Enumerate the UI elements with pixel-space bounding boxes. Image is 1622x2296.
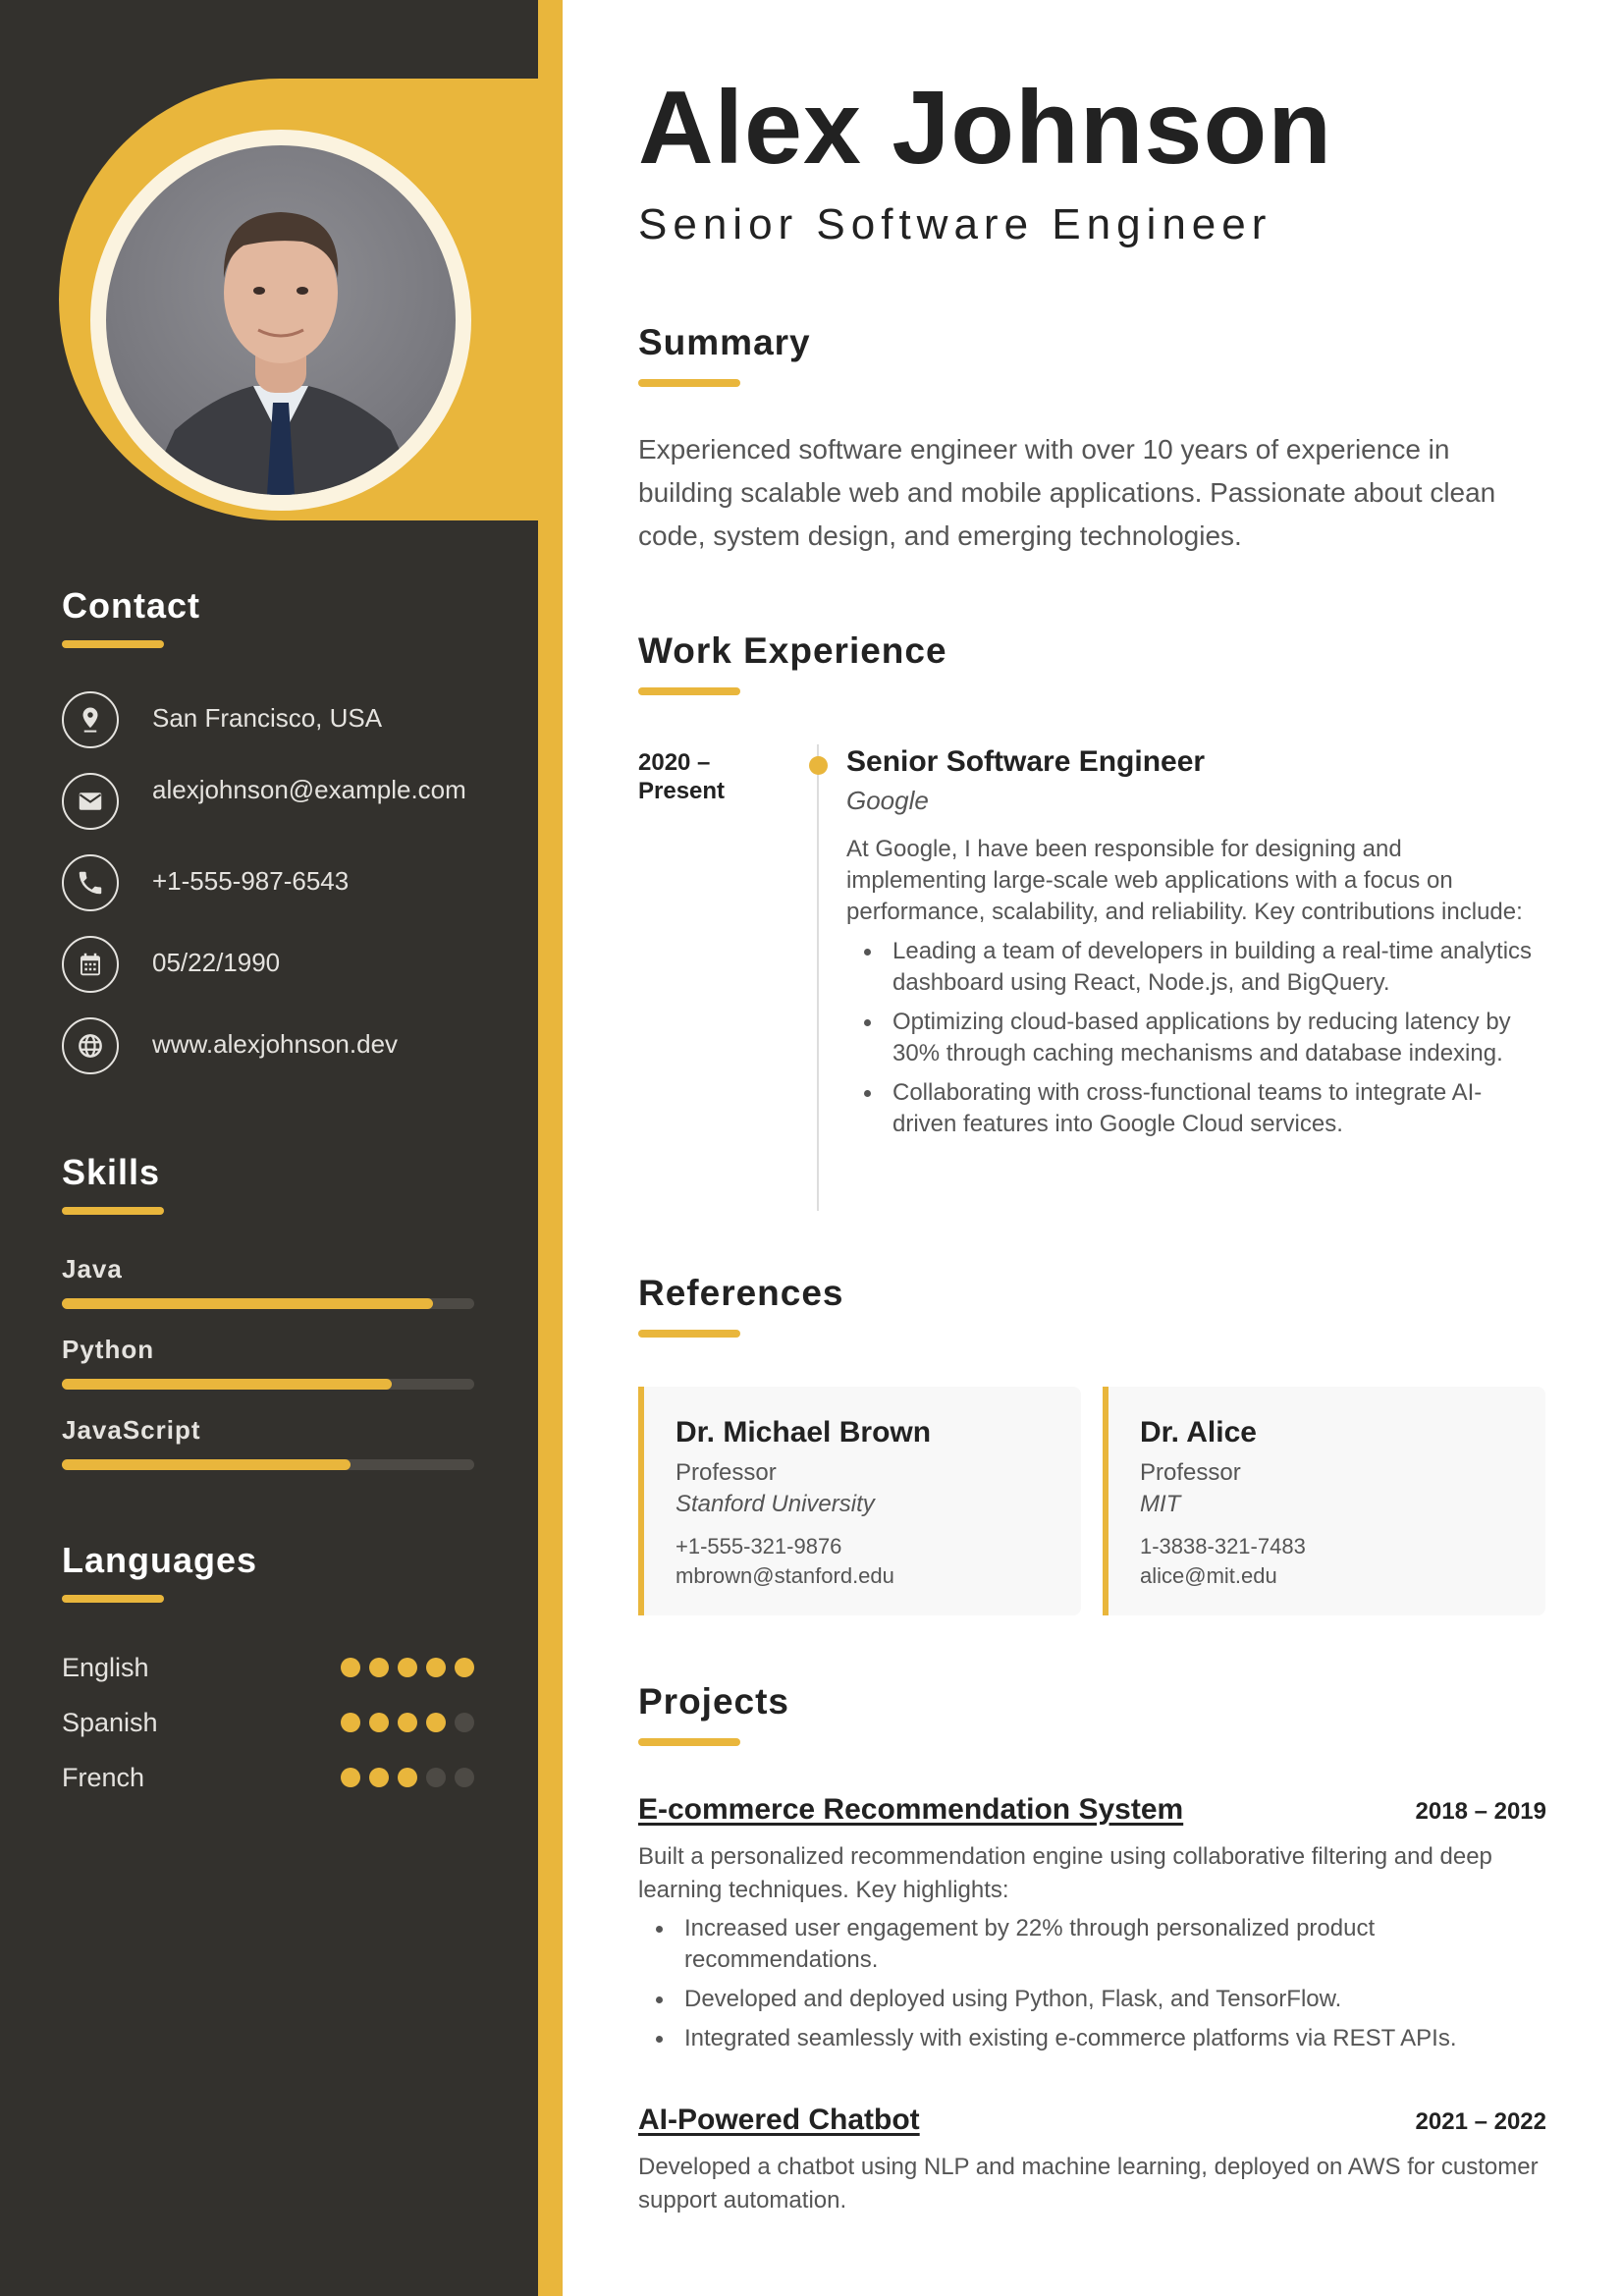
project-header xyxy=(638,2104,1546,2137)
reference-email[interactable]: mbrown@stanford.edu xyxy=(676,1563,894,1588)
language-item xyxy=(62,1640,474,1695)
reference-title: Professor xyxy=(1140,1459,1241,1486)
avatar xyxy=(106,145,456,495)
skill-bar-fill xyxy=(62,1459,351,1470)
heading-underline xyxy=(638,1330,740,1338)
skill-item xyxy=(62,1415,474,1470)
summary-section xyxy=(638,322,1546,558)
job-title: Senior Software Engineer xyxy=(846,745,1206,778)
contact-phone xyxy=(62,854,474,911)
phone-icon xyxy=(62,854,119,911)
language-item xyxy=(62,1695,474,1750)
project-bullet: Integrated seamlessly with existing e-commerce platforms via REST APIs. xyxy=(638,2023,1546,2054)
reference-card xyxy=(1103,1387,1545,1615)
contact-section xyxy=(62,585,474,1099)
languages-list xyxy=(62,1640,474,1805)
job-company: Google xyxy=(846,786,929,815)
contact-website-link[interactable]: www.alexjohnson.dev xyxy=(152,1029,399,1059)
reference-name: Dr. Michael Brown xyxy=(676,1416,932,1449)
project-entry xyxy=(638,2104,1546,2217)
skills-section xyxy=(62,1152,474,1496)
contact-email-link[interactable]: alexjohnson@example.com xyxy=(152,775,466,804)
calendar-icon xyxy=(62,936,119,993)
references-list xyxy=(638,1387,1546,1615)
contact-heading: Contact xyxy=(62,585,200,626)
skill-label: JavaScript xyxy=(62,1415,201,1445)
contact-website xyxy=(62,1017,474,1074)
job-dates xyxy=(638,744,805,1148)
language-level-dots xyxy=(341,1768,474,1787)
summary-heading: Summary xyxy=(638,322,811,362)
contact-phone-text: +1-555-987-6543 xyxy=(152,866,350,896)
timeline xyxy=(805,744,844,1148)
job-description: At Google, I have been responsible for designing and implementing large-scale web applications with a focus on performance, scalability, and reliability. Key contributions include: xyxy=(846,836,1523,925)
skill-item xyxy=(62,1254,474,1309)
contact-list xyxy=(62,691,474,1074)
project-description: Built a personalized recommendation engine using collaborative filtering and deep learning techniques. Key highlights: xyxy=(638,1843,1492,1903)
reference-phone: 1-3838-321-7483 xyxy=(1140,1534,1306,1558)
job-bullet: Optimizing cloud-based applications by reducing latency by 30% through caching mechanisms and database indexing. xyxy=(846,1007,1534,1069)
project-description: Developed a chatbot using NLP and machine learning, deployed on AWS for customer support automation. xyxy=(638,2154,1539,2214)
experience-heading: Work Experience xyxy=(638,630,947,671)
skill-bar-fill xyxy=(62,1298,433,1309)
contact-birthdate xyxy=(62,936,474,993)
project-bullets xyxy=(638,1913,1546,2054)
timeline-dot xyxy=(809,756,828,775)
job-bullet: Leading a team of developers in building a real-time analytics dashboard using React, Node.js, and BigQuery. xyxy=(846,936,1534,999)
heading-underline xyxy=(638,379,740,387)
heading-underline xyxy=(638,687,740,695)
project-bullet: Increased user engagement by 22% through personalized product recommendations. xyxy=(638,1913,1546,1976)
mail-icon xyxy=(62,773,119,830)
projects-section xyxy=(638,1681,1546,2217)
job-body xyxy=(846,744,1534,1148)
portrait-image xyxy=(106,145,456,495)
project-header xyxy=(638,1793,1546,1827)
job-date-end: Present xyxy=(638,778,726,804)
project-dates: 2021 – 2022 xyxy=(1415,2108,1546,2135)
skills-list xyxy=(62,1254,474,1470)
language-item xyxy=(62,1750,474,1805)
summary-text: Experienced software engineer with over 10 years of experience in building scalable web and mobile applications. Passionate about clean code, system design, and emerging technologies. xyxy=(638,434,1496,551)
language-name: Spanish xyxy=(62,1707,158,1737)
job-bullet: Collaborating with cross-functional teams to integrate AI-driven features into Google Cloud services. xyxy=(846,1077,1534,1140)
contact-email xyxy=(62,773,474,830)
languages-heading: Languages xyxy=(62,1540,258,1580)
project-entry xyxy=(638,1793,1546,2054)
project-title-link[interactable]: E-commerce Recommendation System xyxy=(638,1793,1184,1826)
job-entry xyxy=(638,744,1546,1148)
reference-name: Dr. Alice xyxy=(1140,1416,1257,1449)
skill-item xyxy=(62,1335,474,1390)
heading-underline xyxy=(62,1207,164,1215)
reference-title: Professor xyxy=(676,1459,777,1486)
skill-bar xyxy=(62,1379,474,1390)
contact-location xyxy=(62,691,474,748)
projects-heading: Projects xyxy=(638,1681,790,1722)
job-date-start: 2020 – xyxy=(638,749,711,776)
reference-phone: +1-555-321-9876 xyxy=(676,1534,842,1558)
reference-card xyxy=(638,1387,1081,1615)
project-title-link[interactable]: AI-Powered Chatbot xyxy=(638,2104,920,2136)
reference-organization: MIT xyxy=(1140,1491,1181,1517)
location-pin-icon xyxy=(62,691,119,748)
heading-underline xyxy=(62,1595,164,1603)
references-heading: References xyxy=(638,1273,844,1313)
language-level-dots xyxy=(341,1658,474,1677)
language-level-dots xyxy=(341,1713,474,1732)
skill-label: Java xyxy=(62,1254,123,1284)
contact-location-text: San Francisco, USA xyxy=(152,703,383,733)
languages-section xyxy=(62,1540,474,1805)
skill-bar-fill xyxy=(62,1379,392,1390)
job-bullets xyxy=(846,936,1534,1140)
heading-underline xyxy=(62,640,164,648)
skill-bar xyxy=(62,1298,474,1309)
language-name: French xyxy=(62,1762,145,1792)
globe-icon xyxy=(62,1017,119,1074)
project-dates: 2018 – 2019 xyxy=(1415,1798,1546,1825)
project-bullet: Developed and deployed using Python, Flask, and TensorFlow. xyxy=(638,1984,1546,2015)
reference-email[interactable]: alice@mit.edu xyxy=(1140,1563,1277,1588)
skill-bar xyxy=(62,1459,474,1470)
language-name: English xyxy=(62,1652,149,1682)
reference-organization: Stanford University xyxy=(676,1491,875,1517)
skill-label: Python xyxy=(62,1335,155,1364)
person-name: Alex Johnson xyxy=(638,70,1333,186)
timeline-line xyxy=(817,744,819,1211)
skills-heading: Skills xyxy=(62,1152,161,1192)
experience-section xyxy=(638,630,1546,1148)
heading-underline xyxy=(638,1738,740,1746)
contact-birthdate-text: 05/22/1990 xyxy=(152,948,281,977)
references-section xyxy=(638,1273,1546,1615)
person-role: Senior Software Engineer xyxy=(638,200,1272,248)
